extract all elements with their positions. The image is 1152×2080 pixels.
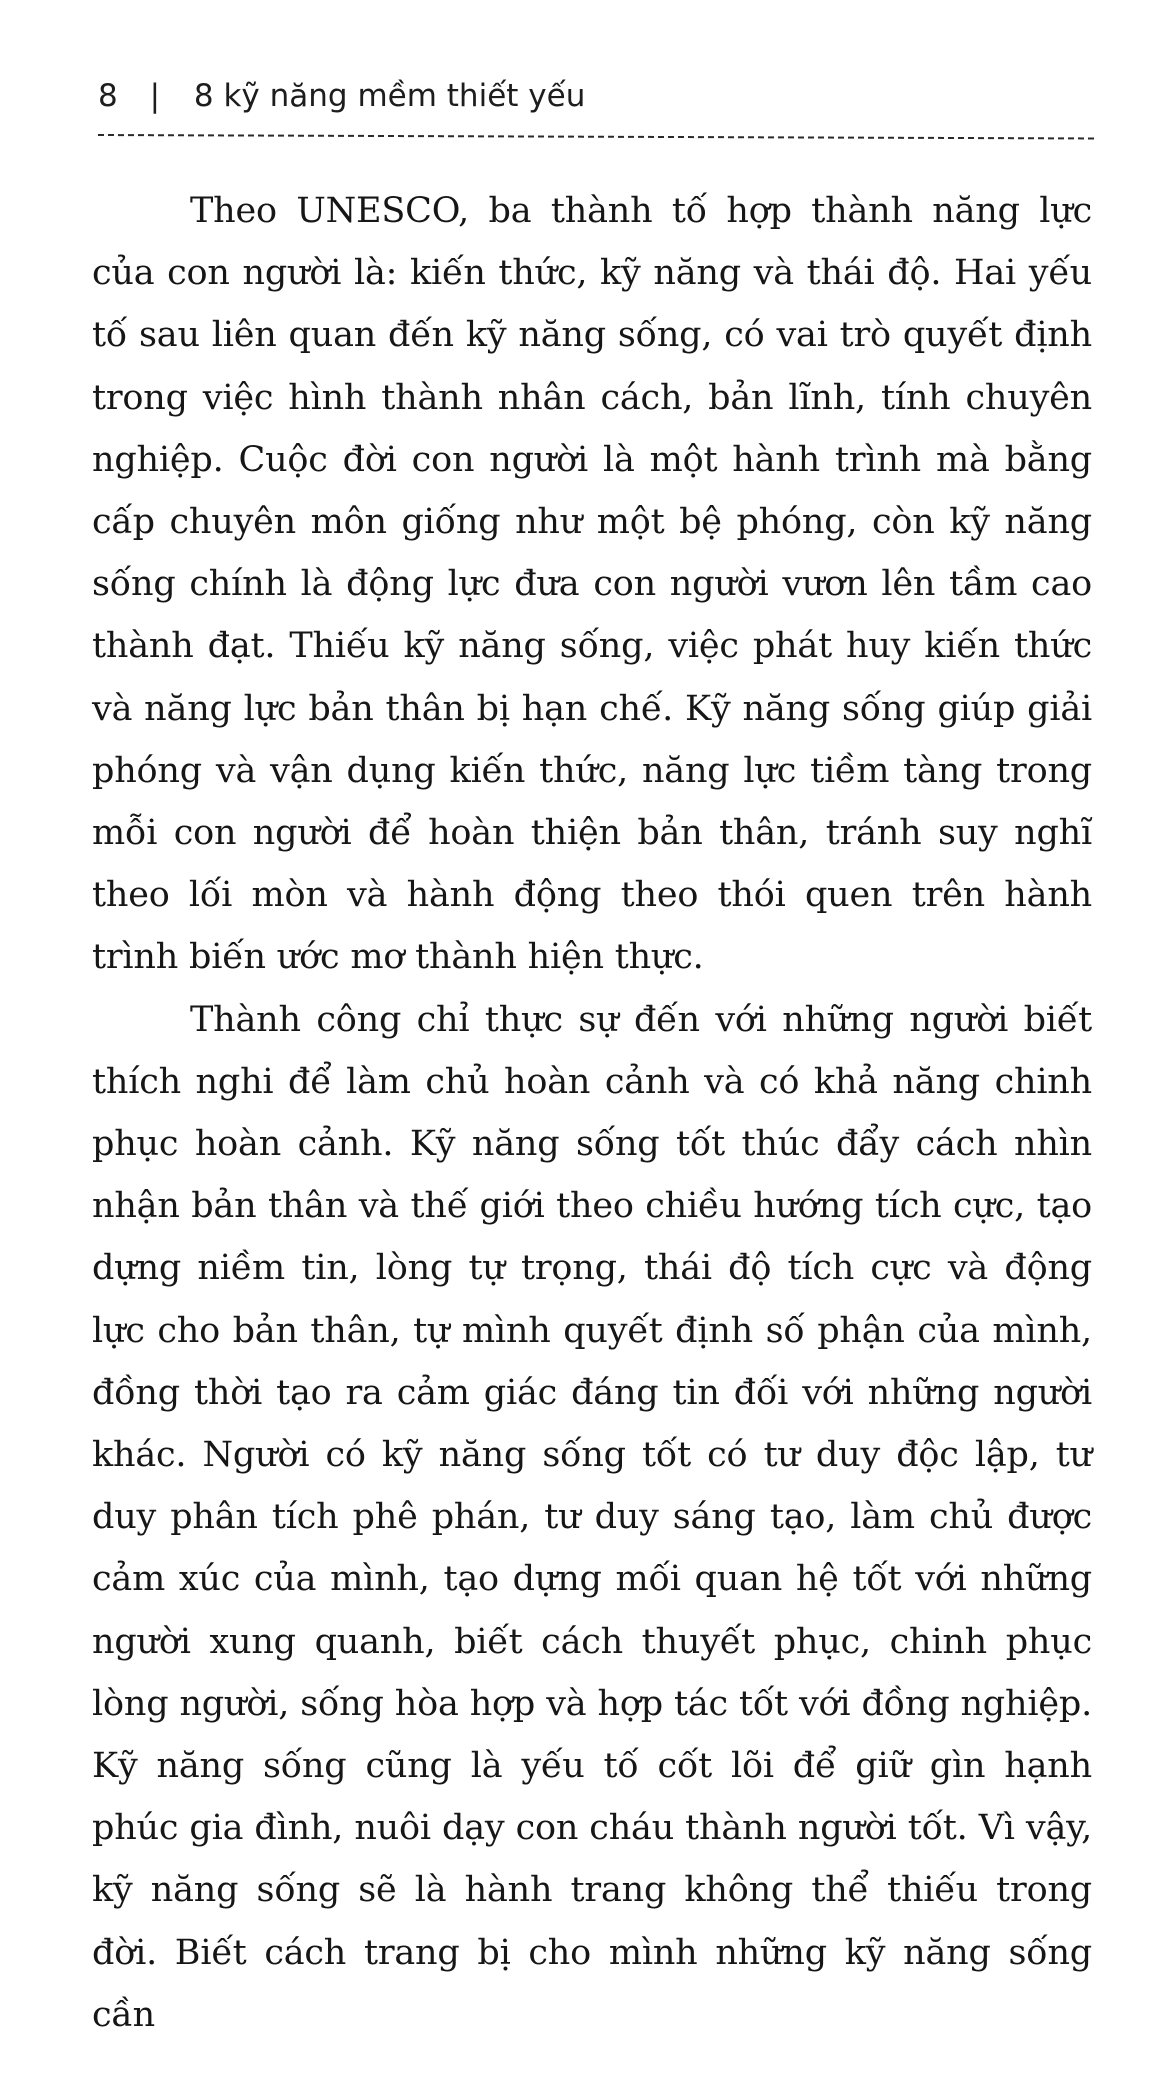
book-title: 8 kỹ năng mềm thiết yếu <box>193 78 586 114</box>
running-header <box>98 66 1088 126</box>
body-text <box>92 180 1092 2046</box>
page-number: 8 <box>98 78 118 114</box>
paragraph-2: Thành công chỉ thực sự đến với những người biết thích nghi để làm chủ hoàn cảnh và có khả năng chinh phục hoàn cảnh. Kỹ năng sống tốt thúc đẩy cách nhìn nhận bản thân và thế giới theo chiều hướng tích cực, tạo dựng niềm tin, lòng tự trọng, thái độ tích cực và động lực cho bản thân, tự mình quyết định số phận của mình, đồng thời tạo ra cảm giác đáng tin đối với những người khác. Người có kỹ năng sống tốt có tư duy độc lập, tư duy phân tích phê phán, tư duy sáng tạo, làm chủ được cảm xúc của mình, tạo dựng mối quan hệ tốt với những người xung quanh, biết cách thuyết phục, chinh phục lòng người, sống hòa hợp và hợp tác tốt với đồng nghiệp. Kỹ năng sống cũng là yếu tố cốt lõi để giữ gìn hạnh phúc gia đình, nuôi dạy con cháu thành người tốt. Vì vậy, kỹ năng sống sẽ là hành trang không thể thiếu trong đời. Biết cách trang bị cho mình những kỹ năng sống cần <box>92 999 1092 2035</box>
header-dashed-rule <box>98 134 1094 139</box>
paragraph-1: Theo UNESCO, ba thành tố hợp thành năng lực của con người là: kiến thức, kỹ năng và thái độ. Hai yếu tố sau liên quan đến kỹ năng sống, có vai trò quyết định trong việc hình thành nhân cách, bản lĩnh, tính chuyên nghiệp. Cuộc đời con người là một hành trình mà bằng cấp chuyên môn giống như một bệ phóng, còn kỹ năng sống chính là động lực đưa con người vươn lên tầm cao thành đạt. Thiếu kỹ năng sống, việc phát huy kiến thức và năng lực bản thân bị hạn chế. Kỹ năng sống giúp giải phóng và vận dụng kiến thức, năng lực tiềm tàng trong mỗi con người để hoàn thiện bản thân, tránh suy nghĩ theo lối mòn và hành động theo thói quen trên hành trình biến ước mơ thành hiện thực. <box>92 191 1092 978</box>
header-separator: | <box>149 78 161 114</box>
